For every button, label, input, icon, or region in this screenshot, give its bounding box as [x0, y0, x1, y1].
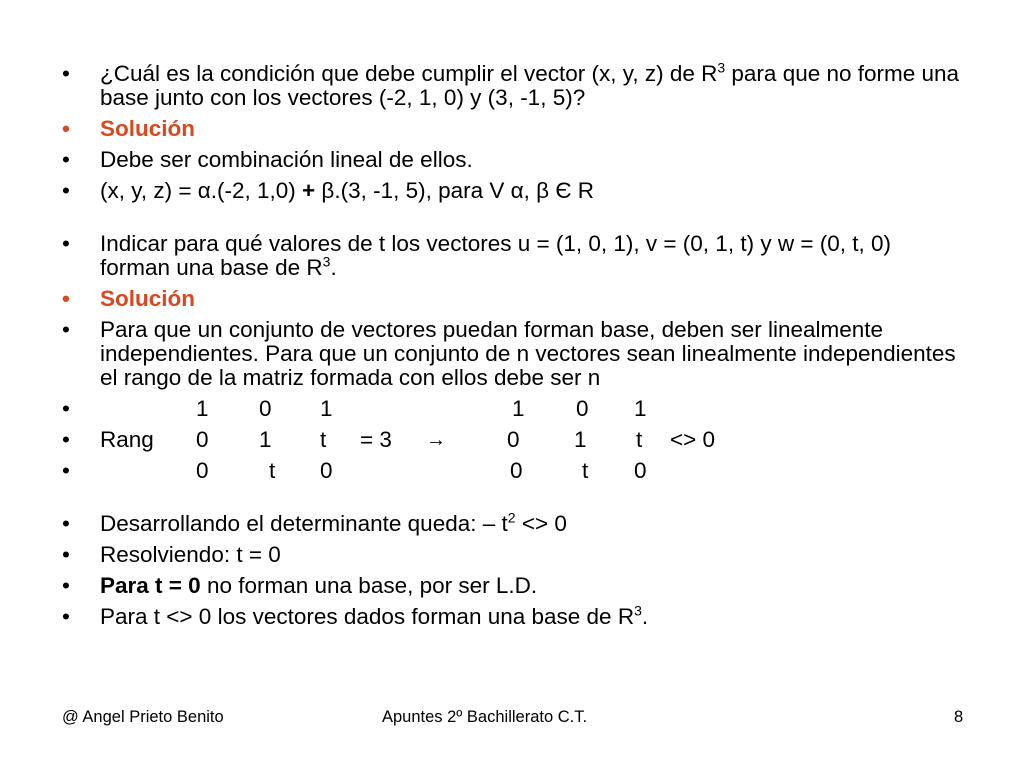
bullet-resolve: • Resolviendo: t = 0 — [62, 543, 962, 567]
matrix-cell: 1 — [320, 396, 333, 421]
footer-page-number: 8 — [954, 708, 964, 726]
matrix-cell: 0 — [259, 396, 272, 421]
bullet-equation — [62, 179, 962, 203]
question-2-text-a: Indicar para qué valores de t los vectores u = (1, 0, 1), v = (0, 1, t) y w = (0, t, 0) forman una base de R — [100, 231, 891, 280]
footer-course: Apuntes 2º Bachillerato C.T. — [382, 708, 588, 726]
determinant-superscript: 2 — [507, 509, 516, 526]
bullet-determinant — [62, 509, 962, 536]
det-not-equal: <> 0 — [670, 427, 716, 452]
case-zero-bold: Para t = 0 — [100, 573, 201, 598]
case-nonzero-text-b: . — [641, 604, 649, 629]
matrix-cell: 0 — [320, 458, 333, 483]
matrix-cell: 0 — [507, 427, 520, 452]
case-zero-rest: no forman una base, por ser L.D. — [200, 573, 538, 598]
question-1-text-b: para que no forme una base junto con los vectores (-2, 1, 0) y (3, -1, 5)? — [100, 61, 960, 110]
rank-equals: = 3 — [360, 427, 392, 452]
matrix-cell: 0 — [196, 427, 209, 452]
matrix-cell: 1 — [634, 396, 647, 421]
question-2-text-b: . — [330, 255, 337, 280]
bullet-list — [62, 59, 962, 636]
matrix-cell: 0 — [576, 396, 589, 421]
footer-author: @ Angel Prieto Benito — [62, 708, 224, 726]
matrix-row-1 — [62, 397, 962, 421]
bullet-question-2 — [62, 232, 962, 280]
bullet-question-1 — [62, 59, 962, 110]
bullet-explanation: • Para que un conjunto de vectores puedan forman base, deben ser linealmente independientes. Para que un conjunto de n vectores sean linealmente independientes el rango de la matriz formada con ellos debe ser n — [62, 318, 962, 390]
equation-text-b: β.(3, -1, 5), para V α, β Є R — [315, 178, 595, 203]
matrix-cell: 1 — [512, 396, 525, 421]
bullet-case-t-nonzero — [62, 602, 962, 629]
bullet-case-t-zero — [62, 574, 962, 598]
question-1-superscript: 3 — [717, 59, 726, 76]
matrix-cell: • 1 — [196, 396, 209, 421]
bullet-linear-combination: • Debe ser combinación lineal de ellos. — [62, 148, 962, 172]
case-nonzero-text-a: Para t <> 0 los vectores dados forman una base de R — [100, 604, 635, 629]
rang-label: • Rang — [100, 427, 154, 452]
matrix-cell: t — [636, 427, 643, 452]
matrix-cell: 0 — [510, 458, 523, 483]
question-1-text-a: ¿Cuál es la condición que debe cumplir el vector (x, y, z) de R — [100, 61, 718, 86]
matrix-row-2 — [62, 428, 962, 452]
equation-text-a: (x, y, z) = α.(-2, 1,0) — [100, 178, 302, 203]
determinant-text-b: <> 0 — [515, 511, 567, 536]
matrix-cell: t — [582, 458, 589, 483]
bullet-solution-2: • Solución — [62, 287, 962, 311]
matrix-cell: t — [269, 458, 276, 483]
matrix-cell: • 0 — [196, 458, 209, 483]
equation-plus: + — [302, 178, 316, 203]
bullet-solution-1: • Solución — [62, 117, 962, 141]
right-arrow-icon: → — [426, 429, 446, 451]
matrix-cell: 0 — [634, 458, 647, 483]
determinant-text-a: Desarrollando el determinante queda: – t — [100, 511, 508, 536]
matrix-cell: t — [320, 427, 327, 452]
matrix-row-3 — [62, 459, 962, 483]
matrix-cell: 1 — [574, 427, 587, 452]
question-2-superscript: 3 — [322, 253, 331, 270]
matrix-cell: 1 — [259, 427, 272, 452]
case-nonzero-superscript: 3 — [634, 602, 642, 619]
